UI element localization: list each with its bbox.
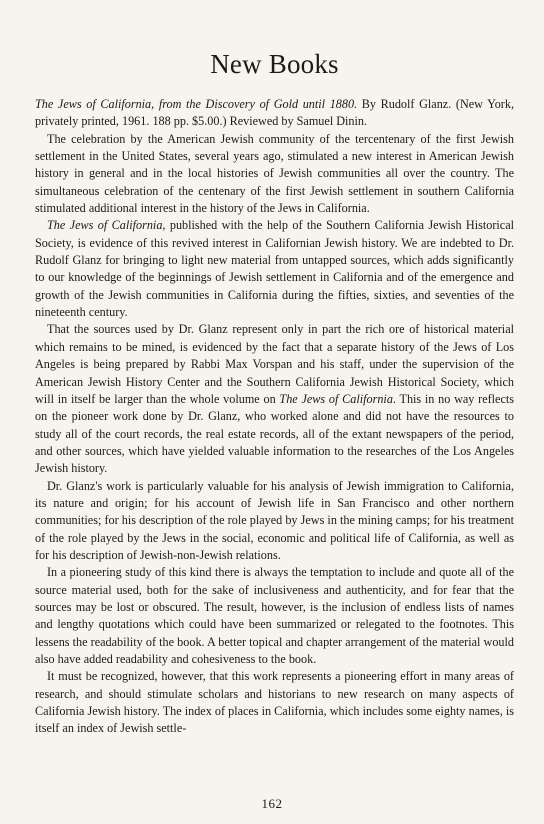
paragraph-text: , published with the help of the Southern California Jewish Historical Society, is evidence of this revived interest in Californian Jewish history. We are indebted to Dr. Rudolf Glanz for bringing to light new material from untapped sources, which adds significantly to our knowledge of the beginnings of Jewish settlement in California and of the emergence and growth of the Jewish communities in California during the fifties, sixties, and seventies of the nineteenth century.: [35, 218, 514, 320]
review-paragraph: [35, 668, 514, 737]
italic-book-title: The Jews of California: [47, 218, 163, 233]
paragraph-text: That the sources used by Dr. Glanz represent only in part the rich ore of historical material which remains to be mined, is evidenced by the fact that a separate history of the Jews of Los Angeles is being prepared by Rabbi Max Vorspan and his staff, under the supervision of the American Jewish History Center and the Southern California Jewish Historical Society, which will in itself be larger than the whole volume on: [35, 322, 514, 406]
review-paragraph: [35, 564, 514, 668]
italic-book-title: The Jews of California: [279, 391, 393, 406]
review-paragraph: [35, 478, 514, 565]
book-title: The Jews of California, from the Discovery of Gold until 1880.: [35, 97, 358, 111]
citation-details: By Rudolf Glanz. (New York, privately printed, 1961. 188 pp. $5.00.) Reviewed by Samuel Dinin.: [35, 97, 515, 129]
review-paragraph: [35, 321, 514, 477]
paragraph-text: . This in no way reflects on the pioneer work done by Dr. Glanz, who worked alone and did not have the resources to study all of the court records, the real estate records, all of the extant newspapers of the period, and other sources, which have yielded valuable information to the researches of the Los Angeles Jewish history.: [35, 391, 514, 476]
book-review: [35, 96, 514, 738]
paragraph-text: The celebration by the American Jewish community of the tercentenary of the first Jewish settlement in the United States, several years ago, stimulated a new interest in American Jewish history in general and in the local histories of Jewish communities all over the country. The simultaneous celebration of the centenary of the first Jewish settlement in southern California stimulated additional interest in the history of the Jews in California.: [35, 131, 514, 216]
paragraph-text: It must be recognized, however, that this work represents a pioneering effort in many areas of research, and should stimulate scholars and historians to new research on many aspects of California Jewish history. The index of places in California, which includes some eighty names, is itself an index of Jewish settle-: [35, 669, 514, 736]
review-paragraph: [35, 217, 514, 321]
review-body: [35, 131, 514, 738]
paragraph-text: In a pioneering study of this kind there is always the temptation to include and quote all of the source material used, both for the sake of inclusiveness and authenticity, and for fear that the sources may be lost or obscured. The result, however, is the inclusion of endless lists of names and lengthy quotations which could have been summarized or relegated to the footnotes. This lessens the readability of the book. A better topical and chapter arrangement of the material would also have added readability and cohesiveness to the book.: [35, 565, 514, 666]
review-paragraph: [35, 131, 514, 218]
review-citation: [35, 96, 514, 131]
page-number: 162: [261, 796, 283, 811]
page-title: New Books: [210, 49, 339, 79]
paragraph-text: Dr. Glanz's work is particularly valuable for his analysis of Jewish immigration to California, its nature and origin; for his account of Jewish life in San Francisco and other northern communities; for his description of the role played by Jews in the mining camps; for his treatment of the role played by the Jews in the social, economic and political life of California, as well as for his description of Jewish-non-Jewish relations.: [35, 478, 514, 562]
